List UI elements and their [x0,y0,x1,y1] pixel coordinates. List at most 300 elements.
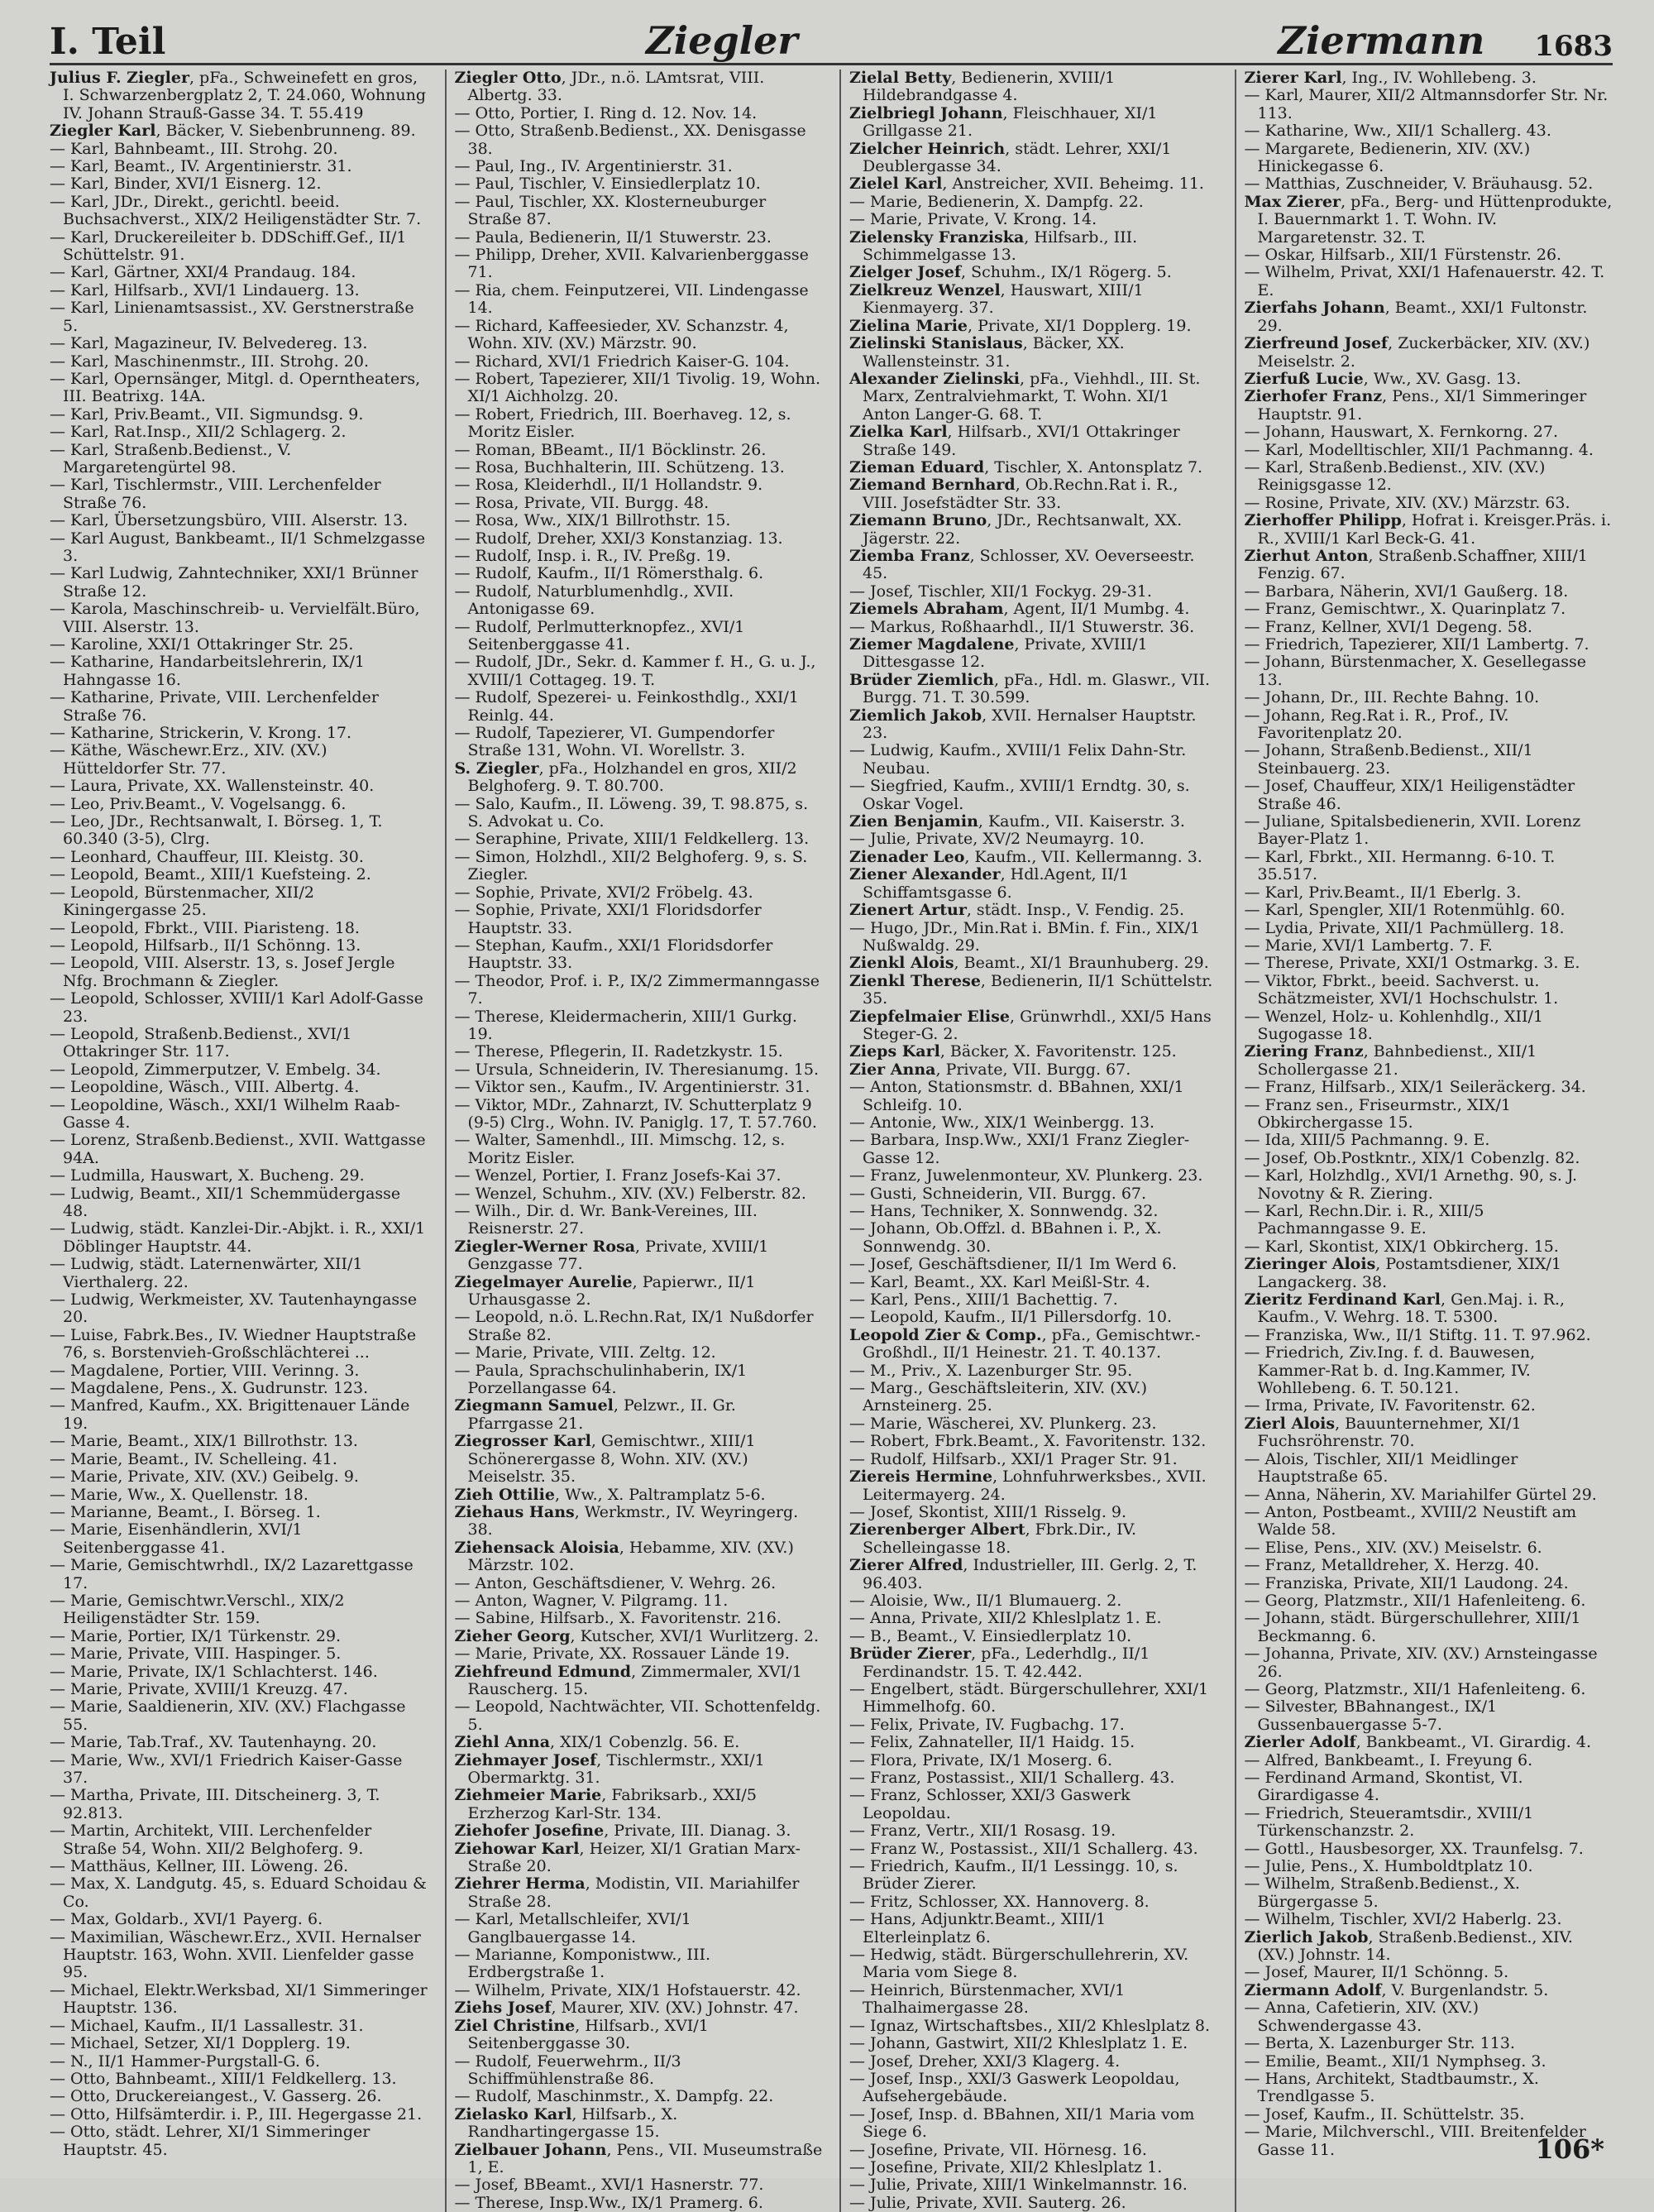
directory-entry: — Karl, Binder, XVI/1 Eisnerg. 12. [50,175,322,194]
directory-entry: — Theodor, Prof. i. P., IX/2 Zimmermanngasse 7. [454,971,820,1008]
directory-entry: — Karl, Pens., XIII/1 Bachettig. 7. [849,1290,1118,1309]
directory-entry: — Ludwig, Beamt., XII/1 Schemmüdergasse 48. [50,1184,401,1220]
directory-entry: — Marie, Beamt., IV. Schelleing. 41. [50,1449,337,1468]
directory-entry: — Marie, Ww., XVI/1 Friedrich Kaiser-Gasse 37. [50,1750,403,1787]
directory-entry: — Gusti, Schneiderin, VII. Burgg. 67. [849,1184,1147,1203]
directory-entry: — Ludmilla, Hauswart, X. Bucheng. 29. [50,1166,365,1185]
directory-entry: — Wenzel, Portier, I. Franz Josefs-Kai 37. [454,1166,782,1185]
directory-entry: Zienader Leo, Kaufm., VII. Kellermanng. 3. [849,847,1202,866]
directory-entry: — Marg., Geschäftsleiterin, XIV. (XV.) Arnsteinerg. 25. [849,1379,1148,1415]
directory-entry: — Franz, Hilfsarb., XIX/1 Seileräckerg. 34. [1244,1078,1586,1097]
directory-entry: — Leopold, Bürstenmacher, XII/2 Kiningergasse 25. [50,883,314,920]
directory-entry: — Otto, Straßenb.Bedienst., XX. Denisgasse 38. [454,122,806,158]
directory-entry: Zielal Betty, Bedienerin, XVIII/1 Hildebrandgasse 4. [849,69,1116,105]
directory-entry: — Matthias, Zuschneider, V. Bräuhausg. 52. [1244,175,1594,194]
directory-entry: — Roman, BBeamt., II/1 Böcklinstr. 26. [454,440,767,459]
directory-entry: — Friedrich, Steueramtsdir., XVIII/1 Türkenschanzstr. 2. [1244,1803,1534,1841]
directory-entry: — Katharine, Strickerin, V. Krong. 17. [50,724,352,743]
header-first-name: Ziegler [646,18,798,63]
directory-entry: — Marie, Private, XX. Rossauer Lände 19. [454,1645,790,1664]
directory-entry: — Engelbert, städt. Bürgerschullehrer, XXI/1 Himmelhofg. 60. [849,1679,1209,1716]
directory-entry: — Anna, Cafetierin, XIV. (XV.) Schwendergasse 43. [1244,1999,1480,2035]
directory-entry: Zielina Marie, Private, XI/1 Dopplerg. 19. [849,316,1192,335]
directory-entry: — Marie, Bedienerin, X. Dampfg. 22. [849,192,1144,211]
directory-entry: — Rudolf, Hilfsarb., XXI/1 Prager Str. 91. [849,1449,1178,1468]
directory-entry: — Leopold, Fbrkt., VIII. Piaristeng. 18. [50,918,360,937]
directory-entry: Ziegler Otto, JDr., n.ö. LAmtsrat, VIII. Albertg. 33. [454,69,765,105]
directory-entry: Brüder Zierer, pFa., Lederhdlg., II/1 Ferdinandstr. 15. T. 42.442. [849,1645,1150,1681]
directory-entry: — Georg, Platzmstr., XII/1 Hafenleiteng. 6. [1244,1591,1586,1610]
directory-entry: — Karl, Hilfsarb., XVI/1 Lindauerg. 13. [50,280,360,299]
directory-entry: — Laura, Private, XX. Wallensteinstr. 40. [50,777,375,796]
directory-entry: — Barbara, Näherin, XVI/1 Gaußerg. 18. [1244,582,1569,601]
directory-entry: — Karl, Holzhdlg., XVI/1 Arnethg. 90, s. J. Novotny & R. Ziering. [1244,1166,1578,1203]
directory-entry: — Hans, Architekt, Stadtbaumstr., X. Trendlgasse 5. [1244,2069,1539,2106]
directory-entry: — Rosine, Private, XIV. (XV.) Märzstr. 63. [1244,493,1570,512]
directory-entry: Alexander Zielinski, pFa., Viehhdl., III. St. Marx, Zentralviehmarkt, T. Wohn. XI/1 Anton Langer-G. 68. T. [849,369,1201,424]
directory-entry: — Franz, Gemischtwr., X. Quarinplatz 7. [1244,600,1566,619]
directory-entry: — Franz W., Postassist., XII/1 Schallerg. 43. [849,1839,1198,1858]
directory-entry: — Josef, Dreher, XXI/3 Klagerg. 4. [849,2052,1121,2071]
directory-entry: Zielel Karl, Anstreicher, XVII. Beheimg. 11. [849,175,1204,194]
directory-entry: Zierhut Anton, Straßenb.Schaffner, XIII/1 Fenzig. 67. [1244,546,1588,583]
directory-entry: — B., Beamt., V. Einsiedlerplatz 10. [849,1626,1132,1645]
directory-entry: — Anton, Wagner, V. Pilgramg. 11. [454,1591,729,1610]
directory-entry: Zienkl Therese, Bedienerin, II/1 Schüttelstr. 35. [849,971,1213,1008]
directory-entry: Ziegler Karl, Bäcker, V. Siebenbrunneng. 89. [50,122,416,141]
directory-entry: — Ludwig, städt. Kanzlei-Dir.-Abjkt. i. R., XXI/1 Döblinger Hauptstr. 44. [50,1219,426,1256]
directory-entry: — Josef, Ob.Postkntr., XIX/1 Cobenzlg. 82. [1244,1148,1580,1167]
directory-entry: Ziermann Adolf, V. Burgenlandstr. 5. [1244,1980,1549,1999]
directory-entry: — Josef, Skontist, XIII/1 Risselg. 9. [849,1502,1127,1521]
directory-entry: — Rudolf, Kaufm., II/1 Römersthalg. 6. [454,564,764,583]
directory-entry: — Elise, Pens., XIV. (XV.) Meiselstr. 6. [1244,1538,1542,1557]
directory-entry: — Fritz, Schlosser, XX. Hannoverg. 8. [849,1892,1150,1911]
directory-entry: Zierenberger Albert, Fbrk.Dir., IV. Schelleingasse 18. [849,1520,1137,1557]
directory-entry: — Karl, Priv.Beamt., VII. Sigmundsg. 9. [50,405,364,424]
directory-entry: — Rudolf, Insp. i. R., IV. Preßg. 19. [454,546,731,565]
directory-entry: Zieritz Ferdinand Karl, Gen.Maj. i. R., Kaufm., V. Wehrg. 18. T. 5300. [1244,1290,1566,1327]
footer-page-mark: 106* [1535,2133,1604,2165]
directory-entry: — Leopold, Nachtwächter, VII. Schottenfeldg. 5. [454,1697,821,1734]
directory-entry: — Sabine, Hilfsarb., X. Favoritenstr. 216. [454,1609,782,1628]
directory-entry: Ziehowar Karl, Heizer, XI/1 Gratian Marx-Straße 20. [454,1839,801,1876]
directory-entry: Ziehofer Josefine, Private, III. Dianag. 3. [454,1822,791,1841]
directory-entry: — Marie, Ww., X. Quellenstr. 18. [50,1485,308,1504]
directory-entry: Zielka Karl, Hilfsarb., XVI/1 Ottakringer Straße 149. [849,423,1180,459]
directory-entry: Ziehl Anna, XIX/1 Cobenzlg. 56. E. [454,1733,740,1752]
directory-entry: — Karl, Rechn.Dir. i. R., XIII/5 Pachmanngasse 9. E. [1244,1202,1484,1238]
directory-entry: Zielbriegl Johann, Fleischhauer, XI/1 Grillgasse 21. [849,103,1158,141]
directory-entry: — Marianne, Beamt., I. Börseg. 1. [50,1502,321,1521]
directory-entry: Zielensky Franziska, Hilfsarb., III. Schimmelgasse 13. [849,227,1138,265]
directory-entry: — Philipp, Dreher, XVII. Kalvarienberggasse 71. [454,246,809,282]
directory-entry: — Josef, Tischler, XII/1 Fockyg. 29-31. [849,582,1152,601]
directory-entry: — Georg, Platzmstr., XII/1 Hafenleiteng. 6. [1244,1679,1586,1698]
directory-entry: — Karl, Gärtner, XXI/4 Prandaug. 184. [50,263,356,282]
directory-entry: — Therese, Insp.Ww., IX/1 Pramerg. 6. [454,2193,763,2212]
directory-entry: — Max, X. Landgutg. 45, s. Eduard Schoidau & Co. [50,1874,427,1911]
directory-entry: — Julie, Private, XV/2 Neumayrg. 10. [849,830,1145,849]
directory-entry: — Karl, Tischlermstr., VIII. Lerchenfelder Straße 76. [50,476,381,512]
directory-entry: — Karl, JDr., Direkt., gerichtl. beeid. Buchsachverst., XIX/2 Heiligenstädter Str. 7. [50,192,422,229]
directory-entry: Ziegrosser Karl, Gemischtwr., XIII/1 Schönerergasse 8, Wohn. XIV. (XV.) Meiselstr. 35. [454,1432,756,1487]
directory-entry: Ziemann Bruno, JDr., Rechtsanwalt, XX. Jägerstr. 22. [849,511,1183,548]
directory-entry: — Leopold, Schlosser, XVIII/1 Karl Adolf-Gasse 23. [50,989,423,1026]
directory-entry: Zielasko Karl, Hilfsarb., X. Randhartingergasse 15. [454,2104,678,2142]
directory-entry: — Anton, Stationsmstr. d. BBahnen, XXI/1 Schleifg. 10. [849,1078,1184,1114]
directory-entry: — Sophie, Private, XXI/1 Floridsdorfer Hauptstr. 33. [454,901,762,937]
directory-entry: — Alfred, Bankbeamt., I. Freyung 6. [1244,1750,1533,1769]
directory-entry: — Therese, Pflegerin, II. Radetzkystr. 15. [454,1042,783,1061]
directory-entry: Brüder Ziemlich, pFa., Hdl. m. Glaswr., VII. Burgg. 71. T. 30.599. [849,670,1211,707]
directory-entry: — Lydia, Private, XII/1 Pachmüllerg. 18. [1244,918,1565,937]
directory-entry: — Johann, städt. Bürgerschullehrer, XIII/1 Beckmanng. 6. [1244,1609,1581,1645]
header-last-name: Ziermann [1278,18,1485,63]
directory-entry: — Simon, Holzhdl., XII/2 Belghoferg. 9, s. S. Ziegler. [454,847,808,884]
directory-entry: — Leopold, Straßenb.Bedienst., XVI/1 Ottakringer Str. 117. [50,1024,352,1061]
directory-entry: Zieps Karl, Bäcker, X. Favoritenstr. 125. [849,1042,1177,1061]
directory-entry: — Rudolf, Feuerwehrm., II/3 Schiffmühlenstraße 86. [454,2052,681,2088]
directory-entry: — Karl, Spengler, XII/1 Rotenmühlg. 60. [1244,901,1566,920]
directory-entry: Zien Benjamin, Kaufm., VII. Kaiserstr. 3. [849,812,1185,831]
directory-entry: — Siegfried, Kaufm., XVIII/1 Erndtg. 30, s. Oskar Vogel. [849,777,1190,813]
directory-entry: — Karl, Übersetzungsbüro, VIII. Alserstr. 13. [50,511,409,530]
directory-entry: — Josef, Geschäftsdiener, II/1 Im Werd 6. [849,1255,1178,1274]
directory-entry: — Ferdinand Armand, Skontist, VI. Girardigasse 4. [1244,1769,1523,1805]
directory-entry: Leopold Zier & Comp., pFa., Gemischtwr.-Großhdl., II/1 Heinestr. 21. T. 40.137. [849,1325,1201,1362]
directory-entry: — Leopold, VIII. Alserstr. 13, s. Josef Jergle Nfg. Brochmann & Ziegler. [50,954,395,990]
directory-entry: Zienkl Alois, Beamt., XI/1 Braunhuberg. 29. [849,954,1209,973]
directory-entry: — Rosa, Buchhalterin, III. Schützeng. 13. [454,457,785,476]
directory-entry: S. Ziegler, pFa., Holzhandel en gros, XII/2 Belghoferg. 9. T. 80.700. [454,759,797,796]
column-3 [839,69,1226,2212]
directory-entry: — Luise, Fabrk.Bes., IV. Wiedner Hauptstraße 76, s. Borstenvieh-Großschlächterei ... [50,1325,417,1362]
directory-entry: Zienert Artur, städt. Insp., V. Fendig. 25. [849,901,1185,920]
directory-entry: — Rosa, Kleiderhdl., II/1 Hollandstr. 9. [454,476,763,495]
page-header [50,5,1613,65]
directory-entry: — Franz, Juwelenmonteur, XV. Plunkerg. 23. [849,1166,1203,1185]
directory-entry: — Karl, Modelltischler, XII/1 Pachmanng. 4. [1244,440,1594,459]
directory-entry: — Manfred, Kaufm., XX. Brigittenauer Lände 19. [50,1396,410,1433]
directory-entry: Ziepfelmaier Elise, Grünwrhdl., XXI/5 Hans Steger-G. 2. [849,1007,1212,1043]
directory-entry: Zielcher Heinrich, städt. Lehrer, XXI/1 Deublergasse 34. [849,139,1172,176]
directory-entry: — Paul, Tischler, V. Einsiedlerplatz 10. [454,175,761,194]
directory-entry: — Otto, Bahnbeamt., XIII/1 Feldkellerg. 13. [50,2069,397,2088]
directory-entry: — Ludwig, Kaufm., XVIII/1 Felix Dahn-Str. Neubau. [849,741,1187,778]
directory-entry: — Josef, Kaufm., II. Schüttelstr. 35. [1244,2104,1525,2123]
directory-entry: — Katharine, Ww., XII/1 Schallerg. 43. [1244,122,1551,141]
directory-entry: — N., II/1 Hammer-Purgstall-G. 6. [50,2052,321,2071]
directory-entry: — Lorenz, Straßenb.Bedienst., XVII. Wattgasse 94A. [50,1131,426,1167]
directory-entry: — Franz sen., Friseurmstr., XIX/1 Obkirchergasse 15. [1244,1095,1511,1132]
directory-entry: — Marie, Portier, IX/1 Türkenstr. 29. [50,1626,342,1645]
directory-entry: — Richard, XVI/1 Friedrich Kaiser-G. 104. [454,352,790,371]
directory-entry: — Franz, Vertr., XII/1 Rosasg. 19. [849,1822,1116,1841]
directory-entry: — Johann, Hauswart, X. Fernkorng. 27. [1244,423,1559,442]
directory-entry: — Silvester, BBahnangest., IX/1 Gussenbauergasse 5-7. [1244,1697,1498,1734]
directory-entry: Max Zierer, pFa., Berg- und Hüttenprodukte, I. Bauernmarkt 1. T. Wohn. IV. Margaretenstr. 32. T. [1244,192,1613,247]
directory-entry: — Robert, Tapezierer, XII/1 Tivolig. 19, Wohn. XI/1 Aichholzg. 20. [454,369,820,406]
directory-entry: — Irma, Private, IV. Favoritenstr. 62. [1244,1396,1536,1415]
directory-entry: — Hugo, JDr., Min.Rat i. BMin. f. Fin., XIX/1 Nußwaldg. 29. [849,918,1201,955]
directory-entry: — Viktor, MDr., Zahnarzt, IV. Schutterplatz 9 (9-5) Clrg., Wohn. IV. Paniglg. 17, T. 57.760. [454,1095,817,1132]
directory-entry: — Josef, BBeamt., XVI/1 Hasnerstr. 77. [454,2176,764,2195]
directory-entry: — Robert, Fbrk.Beamt., X. Favoritenstr. 132. [849,1432,1207,1451]
directory-entry: Ziegelmayer Aurelie, Papierwr., II/1 Urhausgasse 2. [454,1272,756,1309]
directory-entry: — Viktor sen., Kaufm., IV. Argentinierstr. 31. [454,1078,810,1097]
directory-entry: — Wenzel, Holz- u. Kohlenhdlg., XII/1 Sugogasse 18. [1244,1007,1543,1043]
directory-entry: — Franz, Metalldreher, X. Herzg. 40. [1244,1556,1540,1575]
directory-entry: — Leo, Priv.Beamt., V. Vogelsangg. 6. [50,794,347,813]
directory-entry: — Michael, Setzer, XI/1 Dopplerg. 19. [50,2034,351,2053]
directory-entry: — Wilhelm, Straßenb.Bedienst., X. Bürgergasse 5. [1244,1874,1520,1911]
directory-entry: — Leopoldine, Wäsch., VIII. Albertg. 4. [50,1078,360,1097]
directory-entry: — Paula, Bedienerin, II/1 Stuwerstr. 23. [454,227,772,247]
column-4 [1235,69,1622,2212]
directory-entry: Zier Anna, Private, VII. Burgg. 67. [849,1060,1131,1079]
directory-entry: — Franziska, Ww., II/1 Stiftg. 11. T. 97.962. [1244,1325,1591,1344]
directory-entry: — Barbara, Insp.Ww., XXI/1 Franz Ziegler-Gasse 12. [849,1131,1190,1167]
directory-entry: — Johann, Gastwirt, XII/2 Khleslplatz 1. E. [849,2034,1188,2053]
directory-entry: — Karl, Straßenb.Bedienst., V. Margaretengürtel 98. [50,440,292,476]
directory-entry: Zierer Alfred, Industrieller, III. Gerlg. 2, T. 96.403. [849,1556,1197,1592]
directory-entry: — Karl, Metallschleifer, XVI/1 Ganglbauergasse 14. [454,1910,691,1946]
directory-entry: — Markus, Roßhaarhdl., II/1 Stuwerstr. 36. [849,617,1195,636]
directory-entry: Ziemlich Jakob, XVII. Hernalser Hauptstr. 23. [849,706,1197,743]
directory-entry: Zielinski Stanislaus, Bäcker, XX. Wallensteinstr. 31. [849,334,1125,371]
directory-entry: — Johann, Dr., III. Rechte Bahng. 10. [1244,688,1540,707]
directory-entry: — Marie, Private, IX/1 Schlachterst. 146. [50,1662,378,1681]
directory-entry: — Otto, städt. Lehrer, XI/1 Simmeringer Hauptstr. 45. [50,2123,370,2159]
directory-entry: — Therese, Private, XXI/1 Ostmarkg. 3. E. [1244,954,1580,973]
directory-entry: — Otto, Druckereiangest., V. Gasserg. 26. [50,2087,382,2106]
directory-entry: — Salo, Kaufm., II. Löweng. 39, T. 98.875, s. S. Advokat u. Co. [454,794,809,831]
directory-entry: Ziemand Bernhard, Ob.Rechn.Rat i. R., VIII. Josefstädter Str. 33. [849,476,1178,512]
directory-entry: — Heinrich, Bürstenmacher, XVI/1 Thalhaimergasse 28. [849,1980,1126,2018]
directory-entry: Ziel Christine, Hilfsarb., XVI/1 Seitenberggasse 30. [454,2016,709,2053]
directory-entry: — Max, Goldarb., XVI/1 Payerg. 6. [50,1910,323,1929]
header-part-label: I. Teil [50,21,166,63]
directory-entry: — Paul, Tischler, XX. Klosterneuburger Straße 87. [454,192,767,229]
directory-entry: — Maximilian, Wäschewr.Erz., XVII. Hernalser Hauptstr. 163, Wohn. XVII. Lienfelder gasse 95. [50,1927,421,1982]
directory-entry: — Marie, Eisenhändlerin, XVI/1 Seitenberggasse 41. [50,1520,303,1557]
directory-entry: — Katharine, Private, VIII. Lerchenfelder Straße 76. [50,688,379,725]
directory-entry: — Therese, Kleidermacherin, XIII/1 Gurkg. 19. [454,1007,797,1043]
directory-entry: — Anna, Näherin, XV. Mariahilfer Gürtel 29. [1244,1485,1597,1504]
directory-entry: Ziehs Josef, Maurer, XIV. (XV.) Johnstr. 47. [454,1999,799,2018]
directory-entry: Zierer Karl, Ing., IV. Wohllebeng. 3. [1244,69,1537,87]
directory-entry: Ziehrer Herma, Modistin, VII. Mariahilfer Straße 28. [454,1874,800,1911]
directory-entry: — Felix, Private, IV. Fugbachg. 17. [849,1715,1125,1734]
directory-entry: Ziemba Franz, Schlosser, XV. Oeverseestr. 45. [849,546,1195,583]
directory-entry: — Karola, Maschinschreib- u. Vervielfält.Büro, VIII. Alserstr. 13. [50,600,420,636]
directory-entry: — Franziska, Private, XII/1 Laudong. 24. [1244,1573,1569,1592]
directory-entry: — Karl, Rat.Insp., XII/2 Schlagerg. 2. [50,423,347,442]
directory-entry: Zieringer Alois, Postamtsdiener, XIX/1 Langackerg. 38. [1244,1255,1561,1291]
page-number: 1683 [1534,30,1613,63]
directory-entry: — Wilh., Dir. d. Wr. Bank-Vereines, III. Reisnerstr. 27. [454,1202,758,1238]
directory-entry: — Karl, Druckereileiter b. DDSchiff.Gef., II/1 Schüttelstr. 91. [50,227,407,265]
directory-entry: — Karl, Linienamtsassist., XV. Gerstnerstraße 5. [50,299,414,335]
directory-entry: — Leopold, Hilfsarb., II/1 Schönng. 13. [50,936,361,955]
directory-entry: — Josefine, Private, VII. Hörnesg. 16. [849,2140,1147,2159]
directory-entry: — Stephan, Kaufm., XXI/1 Floridsdorfer Hauptstr. 33. [454,936,773,973]
directory-entry: — Paul, Ing., IV. Argentinierstr. 31. [454,157,733,176]
directory-entry: Zieman Eduard, Tischler, X. Antonsplatz 7. [849,457,1203,476]
directory-entry: — Hans, Techniker, X. Sonnwendg. 32. [849,1202,1159,1220]
directory-entry: — Marie, Private, V. Krong. 14. [849,210,1097,229]
directory-entry: Zierl Alois, Bauunternehmer, XI/1 Fuchsröhrenstr. 70. [1244,1414,1522,1451]
directory-entry: — Rosa, Private, VII. Burgg. 48. [454,493,710,512]
directory-entry: — Otto, Hilfsämterdir. i. P., III. Hegergasse 21. [50,2104,423,2123]
directory-entry: — Gottl., Hausbesorger, XX. Traunfelsg. 7. [1244,1839,1584,1858]
directory-entry: Ziereis Hermine, Lohnfuhrwerksbes., XVII. Leitermayerg. 24. [849,1467,1207,1504]
directory-entry: — Josef, Maurer, II/1 Schönng. 5. [1244,1963,1509,1982]
directory-entry: — Josef, Insp. d. BBahnen, XII/1 Maria vom Siege 6. [849,2104,1195,2142]
directory-entry: — Richard, Kaffeesieder, XV. Schanzstr. 4, Wohn. XIV. (XV.) Märzstr. 90. [454,316,789,353]
directory-entry: — Karl Ludwig, Zahntechniker, XXI/1 Brünner Straße 12. [50,564,418,601]
directory-entry: — Leo, JDr., Rechtsanwalt, I. Börseg. 1, T. 60.340 (3-5), Clrg. [50,812,383,849]
directory-entry: — Karl, Skontist, XIX/1 Obkircherg. 15. [1244,1237,1559,1256]
directory-entry: — Rudolf, JDr., Sekr. d. Kammer f. H., G. u. J., XVIII/1 Cottageg. 19. T. [454,653,816,689]
directory-entry: Zielger Josef, Schuhm., IX/1 Rögerg. 5. [849,263,1172,282]
directory-entry: — Marie, Private, VIII. Haspinger. 5. [50,1645,342,1664]
directory-entry: — Walter, Samenhdl., III. Mimschg. 12, s. Moritz Eisler. [454,1131,786,1167]
directory-entry: Ziehaus Hans, Werkmstr., IV. Weyringerg. 38. [454,1502,799,1539]
directory-entry: — Karl, Beamt., IV. Argentinierstr. 31. [50,157,352,176]
directory-entry: Zierfreund Josef, Zuckerbäcker, XIV. (XV.) Meiselstr. 2. [1244,334,1590,371]
directory-entry: — Leopold, Zimmerputzer, V. Embelg. 34. [50,1060,381,1079]
directory-entry: Zieher Georg, Kutscher, XVI/1 Wurlitzerg. 2. [454,1626,820,1645]
directory-entry: — Ludwig, städt. Laternenwärter, XII/1 Vierthalerg. 22. [50,1255,363,1291]
directory-entry: — Otto, Portier, I. Ring d. 12. Nov. 14. [454,103,758,122]
directory-entry: — Marie, Private, XVIII/1 Kreuzg. 47. [50,1679,348,1698]
directory-entry: Ziegmann Samuel, Pelzwr., II. Gr. Pfarrgasse 21. [454,1396,736,1433]
directory-entry: — Johann, Ob.Offzl. d. BBahnen i. P., X. Sonnwendg. 30. [849,1219,1162,1256]
directory-entry: — Ria, chem. Feinputzerei, VII. Lindengasse 14. [454,280,809,318]
directory-entry: — Leopold, n.ö. L.Rechn.Rat, IX/1 Nußdorfer Straße 82. [454,1308,814,1344]
directory-entry: — Anton, Postbeamt., XVIII/2 Neustift am Walde 58. [1244,1502,1577,1539]
directory-entry: — Karl, Magazineur, IV. Belvedereg. 13. [50,334,368,353]
directory-entry: — Robert, Friedrich, III. Boerhaveg. 12, s. Moritz Eisler. [454,405,791,442]
directory-entry: — Marie, Wäscherei, XV. Plunkerg. 23. [849,1414,1157,1433]
directory-entry: Zieh Ottilie, Ww., X. Paltramplatz 5-6. [454,1485,766,1504]
directory-entry: — Paula, Sprachschulinhaberin, IX/1 Porzellangasse 64. [454,1361,748,1398]
directory-entry: — Magdalene, Portier, VIII. Verinng. 3. [50,1361,360,1380]
directory-entry: — Michael, Elektr.Werksbad, XI/1 Simmeringer Hauptstr. 136. [50,1980,428,2018]
directory-entry: — Marie, Gemischtwr.Verschl., XIX/2 Heiligenstädter Str. 159. [50,1591,345,1628]
directory-entry: — Anton, Geschäftsdiener, V. Wehrg. 26. [454,1573,777,1592]
directory-entry: — Julie, Private, XIII/1 Winkelmannstr. 16. [849,2176,1188,2195]
directory-entry: Zierler Adolf, Bankbeamt., VI. Girardig. 4. [1244,1733,1592,1752]
directory-entry: — Johann, Bürstenmacher, X. Gesellegasse 13. [1244,653,1587,689]
directory-entry: — Käthe, Wäschewr.Erz., XIV. (XV.) Hütteldorfer Str. 77. [50,741,327,778]
directory-entry: — Magdalene, Pens., X. Gudrunstr. 123. [50,1379,369,1398]
directory-entry: — Karl, Maschinenmstr., III. Strohg. 20. [50,352,369,371]
directory-entry: Ziehmayer Josef, Tischlermstr., XXI/1 Obermarktg. 31. [454,1750,765,1787]
directory-entry: Ziehensack Aloisia, Hebamme, XIV. (XV.) Märzstr. 102. [454,1538,794,1575]
directory-entry: — Karl August, Bankbeamt., II/1 Schmelzgasse 3. [50,529,426,565]
directory-entry: — Franz, Schlosser, XXI/3 Gaswerk Leopoldau. [849,1786,1131,1822]
directory-entry: — Antonie, Ww., XIX/1 Weinbergg. 13. [849,1113,1155,1132]
directory-entry: — Anna, Private, XII/2 Khleslplatz 1. E. [849,1609,1162,1628]
directory-entry: — Rudolf, Maschinmstr., X. Dampfg. 22. [454,2087,774,2106]
directory-entry: Zierlich Jakob, Straßenb.Bedienst., XIV. (XV.) Johnstr. 14. [1244,1927,1573,1965]
directory-entry: — Marie, Private, XIV. (XV.) Geibelg. 9. [50,1467,359,1487]
directory-entry: — Karl, Beamt., XX. Karl Meißl-Str. 4. [849,1272,1150,1291]
column-1 [50,69,437,2212]
directory-entry: Ziemels Abraham, Agent, II/1 Mumbg. 4. [849,600,1190,619]
directory-entry: — Franz, Postassist., XII/1 Schallerg. 43. [849,1769,1175,1787]
directory-entry: — Marianne, Komponistww., III. Erdbergstraße 1. [454,1946,710,1982]
directory-entry: — Friedrich, Ziv.Ing. f. d. Bauwesen, Kammer-Rat b. d. Ing.Kammer, IV. Wohllebeng. 6. T. 50.121. [1244,1343,1536,1398]
directory-entry: — Marie, Private, VIII. Zeltg. 12. [454,1343,716,1362]
directory-entry: — Rudolf, Tapezierer, VI. Gumpendorfer Straße 131, Wohn. VI. Worellstr. 3. [454,724,775,760]
directory-entry: — Wenzel, Schuhm., XIV. (XV.) Felberstr. 82. [454,1184,806,1203]
directory-entry: — Wilhelm, Tischler, XVI/2 Haberlg. 23. [1244,1910,1562,1929]
directory-entry: — Marie, Tab.Traf., XV. Tautenhayng. 20. [50,1733,377,1752]
directory-entry: — Juliane, Spitalsbedienerin, XVII. Lorenz Bayer-Platz 1. [1244,812,1581,849]
directory-entry: — Martin, Architekt, VIII. Lerchenfelder Straße 54, Wohn. XII/2 Belghoferg. 9. [50,1822,372,1858]
directory-entry: — Michael, Kaufm., II/1 Lassallestr. 31. [50,2016,364,2035]
directory-entry: — Rudolf, Spezerei- u. Feinkosthdlg., XXI/1 Reinlg. 44. [454,688,799,725]
directory-entry: — Leopold, Beamt., XIII/1 Kuefsteing. 2. [50,865,371,884]
directory-entry: Ziering Franz, Bahnbedienst., XII/1 Schollergasse 21. [1244,1042,1537,1079]
directory-entry: — Leonhard, Chauffeur, III. Kleistg. 30. [50,847,364,866]
directory-entry: — Matthäus, Kellner, III. Löweng. 26. [50,1857,349,1876]
directory-entry: — Emilie, Beamt., XII/1 Nymphseg. 3. [1244,2052,1546,2071]
directory-entry: — Rudolf, Naturblumenhdlg., XVII. Antonigasse 69. [454,582,734,619]
directory-entry: — Marie, Gemischtwrhdl., IX/2 Lazarettgasse 17. [50,1556,414,1592]
directory-entry: — Berta, X. Lazenburger Str. 113. [1244,2034,1515,2053]
directory-entry: — M., Priv., X. Lazenburger Str. 95. [849,1361,1133,1380]
directory-entry: — Josef, Insp., XXI/3 Gaswerk Leopoldau, Aufsehergebäude. [849,2069,1180,2106]
directory-entry: Zierhofer Franz, Pens., XI/1 Simmeringer Hauptstr. 91. [1244,387,1587,424]
directory-entry: Zielkreuz Wenzel, Hauswart, XIII/1 Kienmayerg. 37. [849,280,1144,318]
directory-entry: — Karl, Priv.Beamt., II/1 Eberlg. 3. [1244,883,1522,902]
directory-entry: Zierhoffer Philipp, Hofrat i. Kreisger.Präs. i. R., XVIII/1 Karl Beck-G. 41. [1244,511,1612,548]
directory-entry: Ziener Alexander, Hdl.Agent, II/1 Schiffamtsgasse 6. [849,865,1130,902]
directory-entry: — Flora, Private, IX/1 Moserg. 6. [849,1750,1113,1769]
directory-entry: — Friedrich, Tapezierer, XII/1 Lambertg. 7. [1244,635,1589,654]
directory-entry: — Oskar, Hilfsarb., XII/1 Fürstenstr. 26. [1244,246,1562,265]
directory-entry: — Katharine, Handarbeitslehrerin, IX/1 Hahngasse 16. [50,653,365,689]
directory-entry: — Karl, Opernsänger, Mitgl. d. Operntheaters, III. Beatrixg. 14A. [50,369,421,406]
directory-entry: — Viktor, Fbrkt., beeid. Sachverst. u. Schätzmeister, XVI/1 Hochschulstr. 1. [1244,971,1559,1008]
directory-entry: Ziemer Magdalene, Private, XVIII/1 Dittesgasse 12. [849,635,1148,672]
directory-entry: — Margarete, Bedienerin, XIV. (XV.) Hinickegasse 6. [1244,139,1531,176]
directory-entry: — Wilhelm, Private, XIX/1 Hofstauerstr. 42. [454,1980,801,1999]
directory-entry: — Leopold, Kaufm., II/1 Pillersdorfg. 10. [849,1308,1172,1327]
directory-entry: — Felix, Zahnateller, II/1 Haidg. 15. [849,1733,1135,1752]
directory-entry: — Marie, Beamt., XIX/1 Billrothstr. 13. [50,1432,358,1451]
directory-entry: — Johann, Straßenb.Bedienst., XII/1 Steinbauerg. 23. [1244,741,1533,778]
directory-entry: — Martha, Private, III. Ditscheinerg. 3, T. 92.813. [50,1786,380,1822]
directory-entry: — Hans, Adjunktr.Beamt., XIII/1 Elterleinplatz 6. [849,1910,1107,1946]
directory-entry: — Johann, Reg.Rat i. R., Prof., IV. Favoritenplatz 20. [1244,706,1509,743]
directory-entry: — Friedrich, Kaufm., II/1 Lessingg. 10, s. Brüder Zierer. [849,1857,1178,1894]
directory-entry: — Rudolf, Dreher, XXI/3 Konstanziag. 13. [454,529,783,548]
column-2 [445,69,832,2212]
directory-entry: — Karl, Maurer, XII/2 Altmannsdorfer Str. Nr. 113. [1244,86,1609,122]
directory-entry: — Sophie, Private, XVI/2 Fröbelg. 43. [454,883,753,902]
directory-entry: — Hedwig, städt. Bürgerschullehrerin, XV. Maria vom Siege 8. [849,1946,1189,1982]
directory-entry: — Franz, Kellner, XVI/1 Degeng. 58. [1244,617,1532,636]
directory-entry: — Karl, Fbrkt., XII. Hermanng. 6-10. T. 35.517. [1244,847,1556,884]
directory-entry: — Karl, Straßenb.Bedienst., XIV. (XV.) Reinigsgasse 12. [1244,457,1546,495]
directory-entry: — Alois, Tischler, XII/1 Meidlinger Hauptstraße 65. [1244,1449,1518,1487]
